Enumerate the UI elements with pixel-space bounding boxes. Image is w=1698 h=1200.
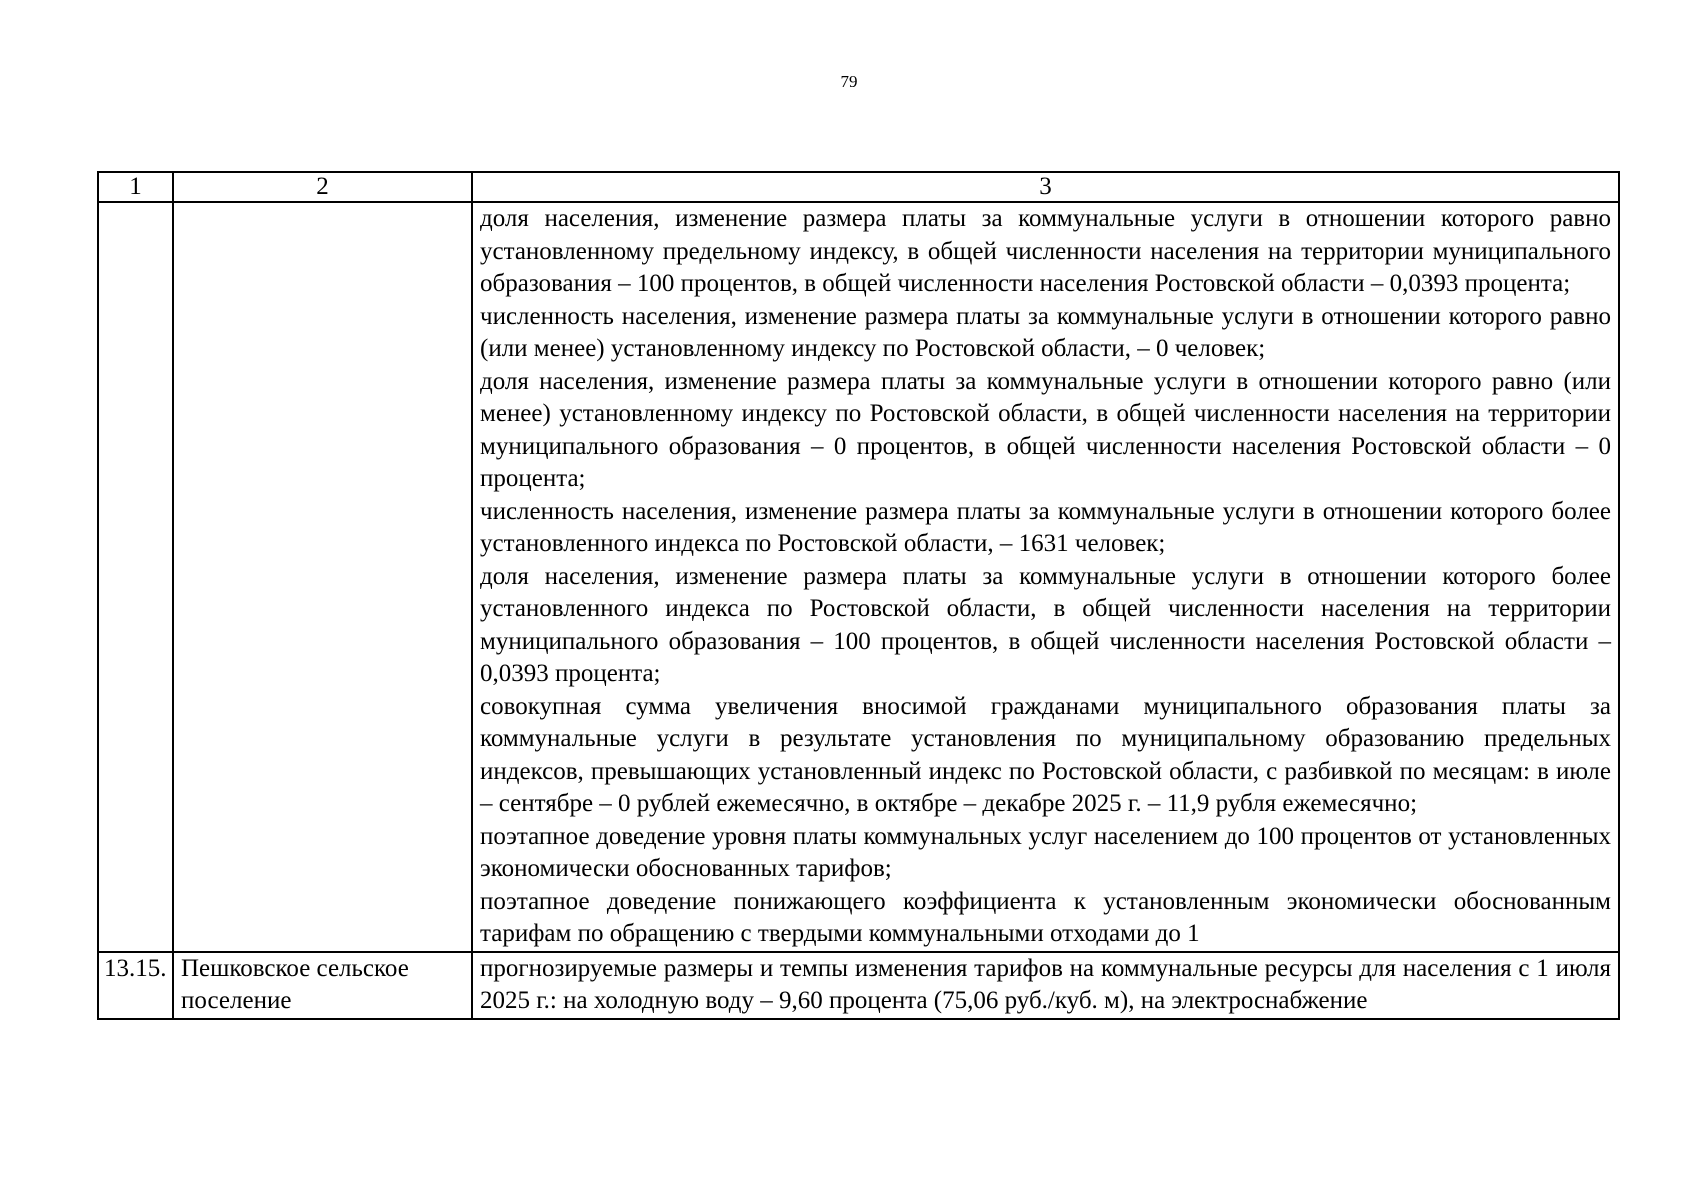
- cell-name: [173, 952, 472, 1019]
- cell-number: [98, 202, 173, 952]
- table-row: [98, 952, 1619, 1019]
- paragraph: численность населения, изменение размера платы за коммунальные услуги в отношении которого равно (или менее) установленному индексу по Ростовской области, – 0 человек;: [480, 302, 1611, 362]
- header-cell-2: 2: [173, 172, 472, 202]
- paragraph: прогнозируемые размеры и темпы изменения тарифов на коммунальные ресурсы для населения с 1 июля 2025 г.: на холодную воду – 9,60 процента (75,06 руб./куб. м), на электроснабжение: [480, 954, 1611, 1014]
- cell-name: [173, 202, 472, 952]
- table-row-continued: [98, 202, 1619, 952]
- paragraph: доля населения, изменение размера платы за коммунальные услуги в отношении которого равно установленному предельному индексу, в общей численности населения на территории муниципального образования – 100 процентов, в общей численности населения Ростовской области – 0,0393 процента;: [480, 205, 1611, 297]
- paragraph: совокупная сумма увеличения вносимой гражданами муниципального образования платы за коммунальные услуги в результате установления по муниципальному образованию предельных индексов, превышающих установленный индекс по Ростовской области, с разбивкой по месяцам: в июле – сентябре – 0 рублей ежемесячно, в октябре – декабре 2025 г. – 11,9 рубля ежемесячно;: [480, 692, 1611, 817]
- paragraph: поэтапное доведение понижающего коэффициента к установленным экономически обоснованным тарифам по обращению с твердыми коммунальными отходами до 1: [480, 887, 1611, 947]
- paragraph: доля населения, изменение размера платы за коммунальные услуги в отношении которого более установленного индекса по Ростовской области, в общей численности населения на территории муниципального образования – 100 процентов, в общей численности населения Ростовской области – 0,0393 процента;: [480, 562, 1611, 687]
- table-header-row: [98, 172, 1619, 202]
- paragraph: численность населения, изменение размера платы за коммунальные услуги в отношении которого более установленного индекса по Ростовской области, – 1631 человек;: [480, 497, 1611, 557]
- cell-description: [472, 952, 1619, 1019]
- data-table: [97, 171, 1620, 1020]
- header-cell-3: 3: [472, 172, 1619, 202]
- cell-name-text: Пешковское сельское поселение: [181, 954, 409, 1014]
- paragraph: доля населения, изменение размера платы за коммунальные услуги в отношении которого равно (или менее) установленному индексу по Ростовской области, в общей численности населения на территории муниципального образования – 0 процентов, в общей численности населения Ростовской области – 0 процента;: [480, 367, 1611, 492]
- page-number: 79: [840, 72, 858, 91]
- cell-description: [472, 202, 1619, 952]
- paragraph: поэтапное доведение уровня платы коммунальных услуг населением до 100 процентов от установленных экономически обоснованных тарифов;: [480, 822, 1611, 882]
- header-cell-1: 1: [98, 172, 173, 202]
- cell-number: 13.15.: [98, 952, 173, 1019]
